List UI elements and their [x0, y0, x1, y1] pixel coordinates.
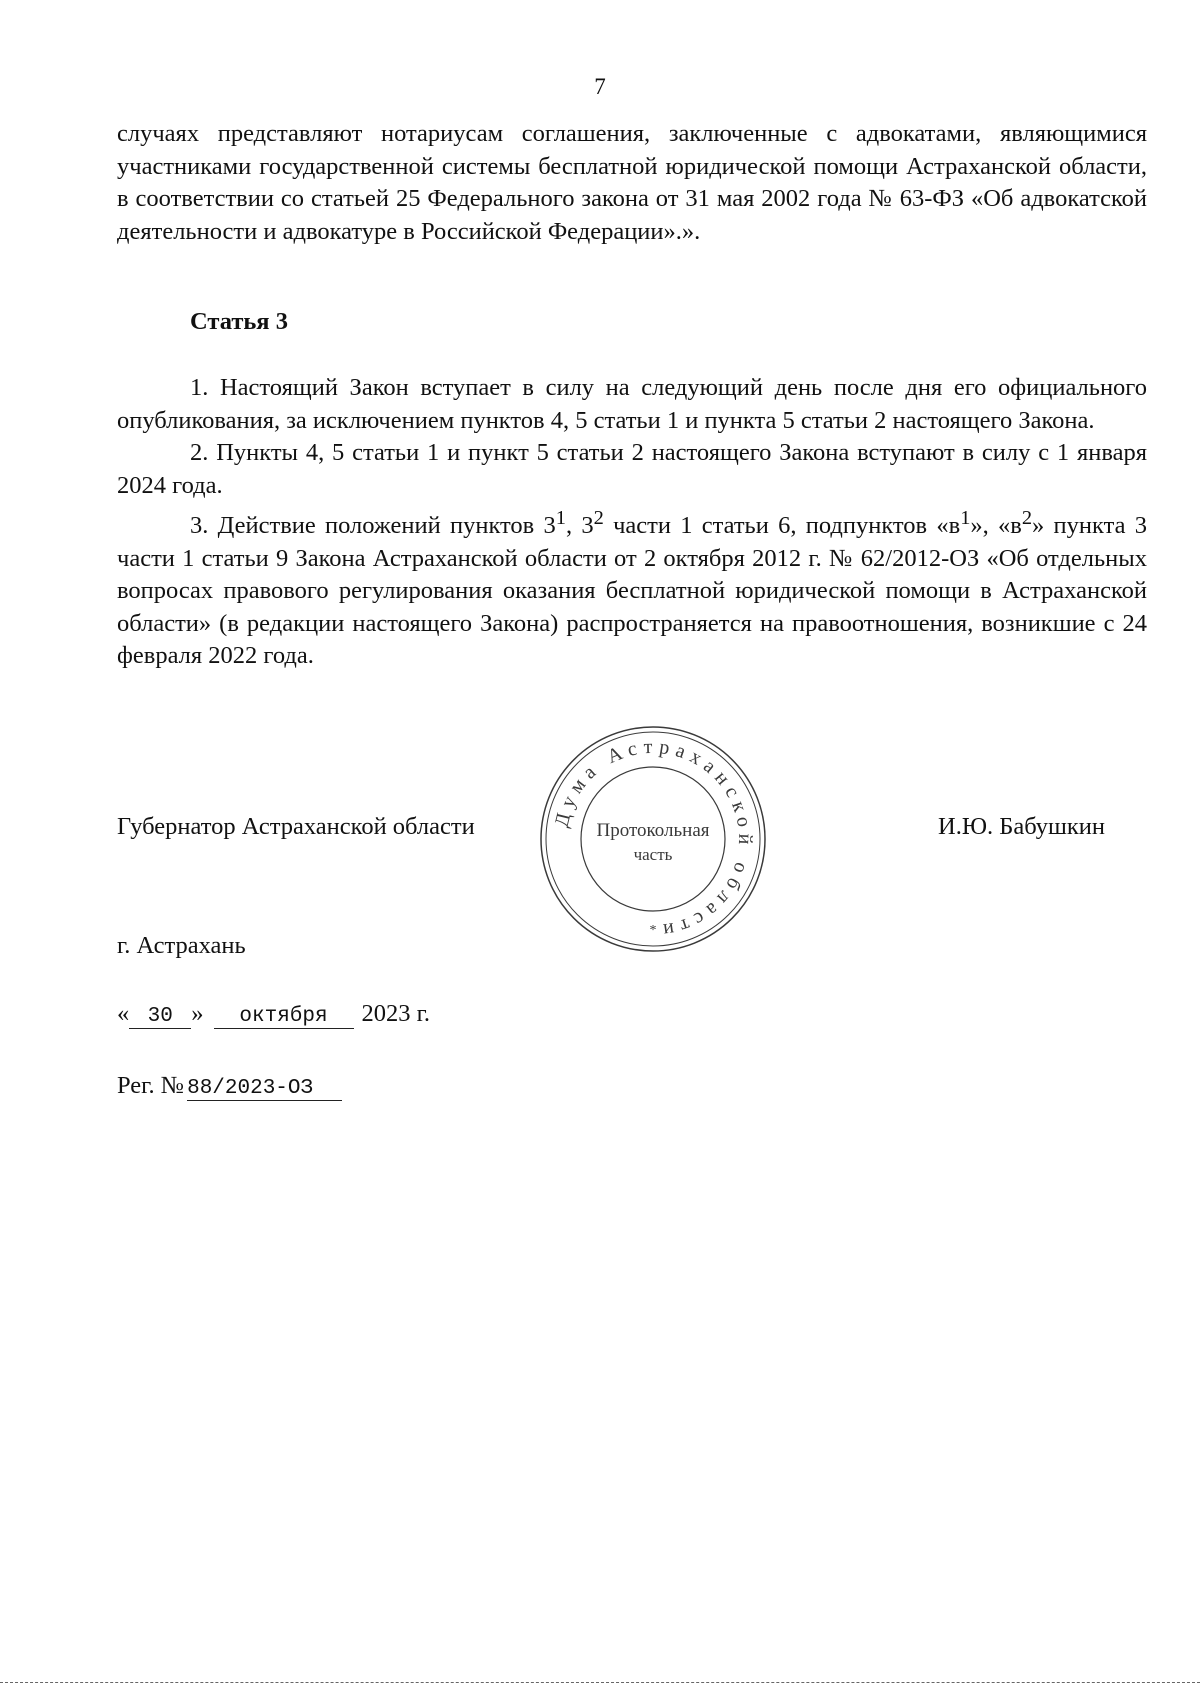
page-number: 7: [594, 74, 606, 99]
signature-name: И.Ю. Бабушкин: [938, 813, 1105, 840]
signature-position: Губернатор Астраханской области: [117, 813, 475, 840]
registration-number: 88/2023-ОЗ: [187, 1078, 342, 1101]
p3-sup-4: 2: [1021, 507, 1033, 529]
article-paragraph-1: 1. Настоящий Закон вступает в силу на следующий день после дня его официального опубликования, за исключением пунктов 4, 5 статьи 1 и пункта 5 статьи 2 настоящего Закона.: [117, 374, 1147, 434]
p3-text-c: части 1 статьи 6, подпунктов «в: [603, 512, 961, 540]
p3-text-b: , 3: [565, 512, 594, 540]
scan-edge-line: [0, 1682, 1200, 1683]
seal-ring-text: Думa Астраханской области: [550, 735, 757, 943]
article-heading: Статья 3: [190, 308, 288, 335]
seal-inner-line-2: часть: [633, 845, 673, 864]
p3-sup-1: 1: [555, 507, 566, 529]
registration: [117, 1072, 342, 1101]
official-seal: [538, 724, 768, 954]
p3-sup-2: 2: [593, 507, 604, 529]
p3-text-e: » пункта 3 части 1 статьи 9 Закона Астраханской области от 2 октября 2012 г. № 62/2012-ОЗ «Об отдельных вопросах правового регулирования оказания бесплатной юридической помощи в Астраханской области» (в редакции настоящего Закона) распространяется на правоотношения, возникшие с 24 февраля 2022 года.: [117, 512, 1147, 670]
article-paragraph-2: 2. Пункты 4, 5 статьи 1 и пункт 5 статьи 2 настоящего Закона вступают в силу с 1 января 2024 года.: [117, 439, 1147, 499]
date-month: октября: [214, 1006, 354, 1029]
p3-text-d: », «в: [970, 512, 1022, 540]
p3-text-a: 3. Действие положений пунктов 3: [190, 512, 556, 540]
city: г. Астрахань: [117, 932, 246, 959]
date-year: 2023 г.: [361, 1000, 431, 1027]
continuation-text: случаях представляют нотариусам соглашения, заключенные с адвокатами, являющимися участниками государственной системы бесплатной юридической помощи Астраханской области, в соответствии со статьей 25 Федерального закона от 31 мая 2002 года № 63-ФЗ «Об адвокатской деятельности и адвокатуре в Российской Федерации».».: [117, 120, 1147, 245]
date-close-quote: »: [191, 1000, 204, 1027]
article-body: [117, 372, 1147, 673]
seal-inner-line-1: Протокольная: [596, 820, 710, 841]
registration-label: Рег. №: [117, 1072, 185, 1099]
date-open-quote: «: [117, 1000, 130, 1027]
seal-star: *: [649, 923, 657, 938]
p3-sup-3: 1: [960, 507, 971, 529]
date-day: 30: [129, 1006, 191, 1029]
article-paragraph-3: [117, 502, 1147, 673]
signing-date: [117, 1000, 430, 1029]
continuation-paragraph: [117, 118, 1147, 248]
